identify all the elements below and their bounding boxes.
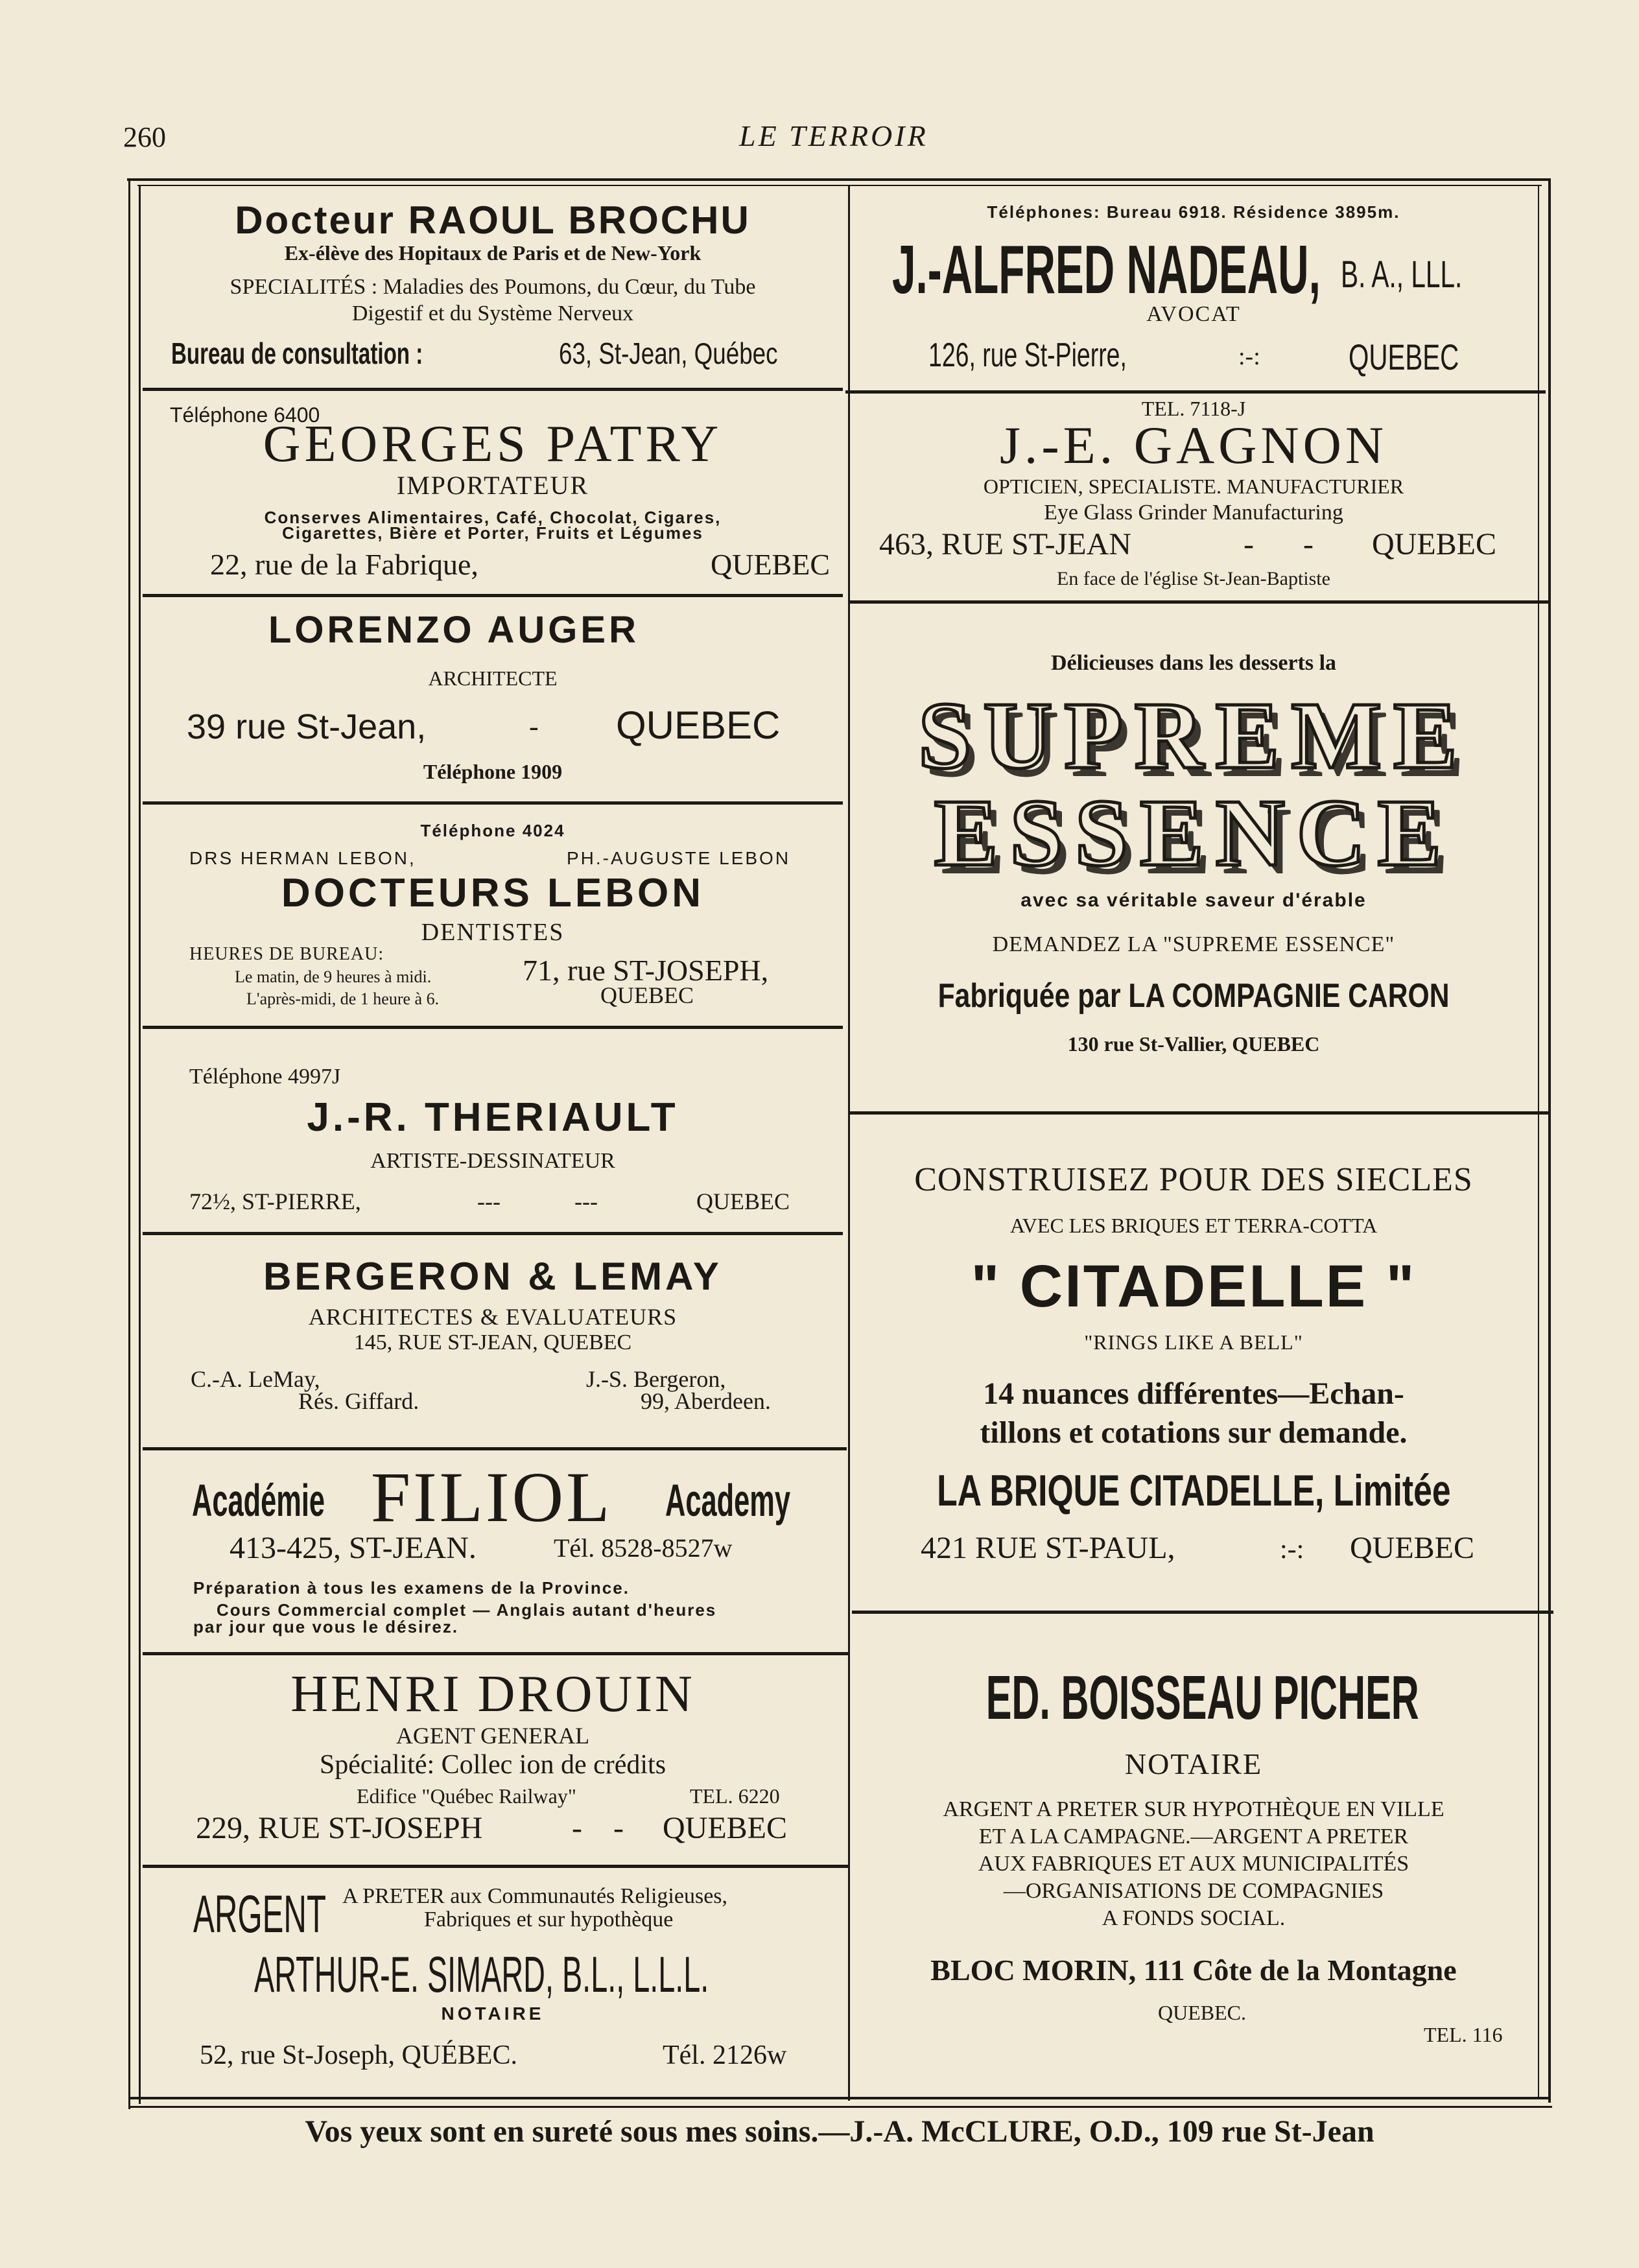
bergeron-address: 145, RUE ST-JEAN, QUEBEC <box>353 1330 632 1354</box>
supreme-word1: SUPREME <box>918 683 1469 789</box>
divider <box>143 1652 848 1655</box>
frame-left <box>128 178 130 2109</box>
drouin-name: HENRI DROUIN <box>290 1666 695 1723</box>
citadelle-line2: tillons et cotations sur demande. <box>980 1415 1408 1450</box>
boisseau-address: BLOC MORIN, 111 Côte de la Montagne <box>930 1954 1457 1987</box>
supreme-maker: Fabriquée par LA COMPAGNIE CARON <box>937 977 1450 1015</box>
bergeron-p2-name: J.-S. Bergeron, <box>586 1366 726 1392</box>
divider <box>143 1865 848 1868</box>
filiol-name: FILIOL <box>371 1458 613 1537</box>
boisseau-line5: A FONDS SOCIAL. <box>1102 1906 1286 1930</box>
theriault-dash2: --- <box>574 1188 598 1214</box>
citadelle-name: " CITADELLE " <box>971 1253 1417 1319</box>
patry-city: QUEBEC <box>711 548 830 581</box>
patry-role: IMPORTATEUR <box>396 471 589 500</box>
boisseau-name: ED. BOISSEAU PICHER <box>985 1663 1419 1732</box>
divider <box>143 1026 843 1029</box>
frame-right <box>1548 178 1551 2103</box>
theriault-name: J.-R. THERIAULT <box>307 1095 679 1140</box>
column-divider <box>848 185 850 2101</box>
gagnon-dash2: - <box>1303 527 1314 561</box>
gagnon-note: En face de l'église St-Jean-Baptiste <box>1057 568 1330 589</box>
divider <box>143 801 843 805</box>
supreme-tagline: avec sa véritable saveur d'érable <box>1020 890 1367 911</box>
filiol-address: 413-425, ST-JEAN. <box>230 1531 477 1565</box>
citadelle-company: LA BRIQUE CITADELLE, Limitée <box>936 1466 1451 1515</box>
lebon-hours1: Le matin, de 9 heures à midi. <box>235 967 432 986</box>
gagnon-line: Eye Glass Grinder Manufacturing <box>1044 501 1343 525</box>
citadelle-sub: AVEC LES BRIQUES ET TERRA-COTTA <box>1009 1214 1378 1237</box>
filiol-line2: Cours Commercial complet — Anglais autant d'heures <box>217 1600 717 1620</box>
theriault-address: 72½, ST-PIERRE, <box>189 1188 361 1214</box>
frame-left-inner <box>139 185 141 2104</box>
nadeau-sep: :-: <box>1238 343 1260 370</box>
supreme-ask: DEMANDEZ LA "SUPREME ESSENCE" <box>992 932 1395 956</box>
footer-line: Vos yeux sont en sureté sous mes soins.—J.-A. McCLURE, O.D., 109 rue St-Jean <box>305 2114 1374 2149</box>
bergeron-p1-res: Rés. Giffard. <box>298 1388 419 1414</box>
gagnon-city: QUEBEC <box>1372 527 1496 561</box>
bergeron-p1-name: C.-A. LeMay, <box>191 1366 320 1392</box>
boisseau-role: NOTAIRE <box>1124 1747 1263 1780</box>
citadelle-city: QUEBEC <box>1350 1531 1474 1565</box>
divider <box>143 1232 843 1235</box>
gagnon-role: OPTICIEN, SPECIALISTE. MANUFACTURIER <box>983 475 1404 498</box>
lebon-doctor2: PH.-AUGUSTE LEBON <box>567 848 791 868</box>
nadeau-role: AVOCAT <box>1146 302 1241 326</box>
divider <box>852 1611 1553 1614</box>
divider <box>849 600 1548 604</box>
patry-goods2: Cigarettes, Bière et Porter, Fruits et Légumes <box>282 523 703 543</box>
lebon-hours-label: HEURES DE BUREAU: <box>189 944 384 964</box>
drouin-address: 229, RUE ST-JOSEPH <box>196 1811 483 1845</box>
simard-name: ARTHUR-E. SIMARD, B.L., L.L.L. <box>254 1946 709 2003</box>
drouin-dash2: - <box>613 1811 624 1845</box>
theriault-city: QUEBEC <box>696 1188 790 1214</box>
brochu-name: Docteur RAOUL BROCHU <box>235 198 751 242</box>
bergeron-p2-res: 99, Aberdeen. <box>641 1388 771 1414</box>
nadeau-degrees: B. A., LLL. <box>1341 254 1463 296</box>
supreme-intro: Délicieuses dans les desserts la <box>1050 651 1337 675</box>
drouin-city: QUEBEC <box>663 1811 787 1845</box>
supreme-address: 130 rue St-Vallier, QUEBEC <box>1067 1032 1320 1056</box>
drouin-specialty: Spécialité: Collec ion de crédits <box>319 1750 666 1780</box>
nadeau-phones: Téléphones: Bureau 6918. Résidence 3895m. <box>987 202 1400 222</box>
divider <box>143 388 843 391</box>
filiol-phone: Tél. 8528-8527w <box>554 1533 733 1563</box>
nadeau-name: J.-ALFRED NADEAU, <box>892 231 1321 308</box>
auger-role: ARCHITECTE <box>428 667 558 690</box>
citadelle-line1: 14 nuances différentes—Echan- <box>983 1376 1404 1411</box>
divider <box>143 1447 847 1450</box>
frame-bottom <box>128 2097 1551 2099</box>
running-title: LE TERROIR <box>739 119 928 152</box>
frame-top-inner <box>137 185 1542 186</box>
filiol-word2: Academy <box>665 1475 790 1526</box>
patry-address: 22, rue de la Fabrique, <box>210 548 478 581</box>
theriault-dash1: --- <box>477 1188 501 1214</box>
bergeron-role: ARCHITECTES & EVALUATEURS <box>308 1304 678 1330</box>
filiol-line1: Préparation à tous les examens de la Province. <box>193 1578 630 1598</box>
lebon-phone: Téléphone 4024 <box>420 821 565 840</box>
lebon-hours2: L'après-midi, de 1 heure à 6. <box>246 989 440 1008</box>
lebon-city: QUEBEC <box>600 982 694 1008</box>
patry-goods1: Conserves Alimentaires, Café, Chocolat, Cigares, <box>264 508 722 527</box>
citadelle-address: 421 RUE ST-PAUL, <box>921 1531 1175 1565</box>
page-number: 260 <box>123 121 166 153</box>
theriault-role: ARTISTE-DESSINATEUR <box>370 1149 615 1173</box>
drouin-phone: TEL. 6220 <box>690 1784 780 1808</box>
simard-offer2: Fabriques et sur hypothèque <box>424 1908 674 1931</box>
gagnon-dash1: - <box>1244 527 1254 561</box>
brochu-office-address: 63, St-Jean, Québec <box>559 337 778 370</box>
auger-dash: - <box>529 711 539 742</box>
auger-city: QUEBEC <box>616 703 781 747</box>
frame-top <box>127 178 1551 181</box>
auger-name: LORENZO AUGER <box>268 609 639 651</box>
drouin-dash1: - <box>572 1811 582 1845</box>
boisseau-city: QUEBEC. <box>1158 2001 1246 2024</box>
simard-address: 52, rue St-Joseph, QUÉBEC. <box>200 2040 517 2070</box>
lebon-address: 71, rue ST-JOSEPH, <box>523 954 769 987</box>
divider <box>845 390 1546 394</box>
frame-bottom-outer <box>128 2106 1552 2108</box>
divider <box>143 594 843 597</box>
filiol-line3: par jour que vous le désirez. <box>193 1617 459 1636</box>
gagnon-name: J.-E. GAGNON <box>999 416 1388 475</box>
drouin-building: Edifice "Québec Railway" <box>357 1784 576 1808</box>
citadelle-sep: :-: <box>1280 1535 1304 1565</box>
frame-right-inner <box>1538 185 1539 2097</box>
boisseau-line2: ET A LA CAMPAGNE.—ARGENT A PRETER <box>978 1825 1409 1849</box>
citadelle-slogan: "RINGS LIKE A BELL" <box>1084 1330 1303 1354</box>
boisseau-line1: ARGENT A PRETER SUR HYPOTHÈQUE EN VILLE <box>943 1797 1444 1821</box>
patry-name: GEORGES PATRY <box>263 416 723 473</box>
drouin-role: AGENT GENERAL <box>395 1723 590 1749</box>
filiol-word1: Académie <box>192 1475 325 1526</box>
brochu-line2: SPECIALITÉS : Maladies des Poumons, du Cœur, du Tube <box>230 275 756 299</box>
brochu-office-label: Bureau de consultation : <box>171 337 423 370</box>
brochu-line3: Digestif et du Système Nerveux <box>351 301 634 325</box>
gagnon-address: 463, RUE ST-JEAN <box>879 527 1131 561</box>
simard-role: NOTAIRE <box>441 2003 545 2024</box>
nadeau-address: 126, rue St-Pierre, <box>928 337 1127 374</box>
patry-phone: Téléphone 6400 <box>170 403 320 427</box>
simard-argent: ARGENT <box>193 1885 327 1944</box>
boisseau-phone: TEL. 116 <box>1424 2023 1503 2046</box>
lebon-doctor1: DRS HERMAN LEBON, <box>189 848 416 868</box>
simard-phone: Tél. 2126w <box>663 2040 787 2070</box>
lebon-name: DOCTEURS LEBON <box>281 871 705 915</box>
brochu-line1: Ex-élève des Hopitaux de Paris et de New-York <box>284 241 702 265</box>
auger-phone: Téléphone 1909 <box>423 760 563 783</box>
bergeron-name: BERGERON & LEMAY <box>263 1255 722 1298</box>
theriault-phone: Téléphone 4997J <box>189 1065 341 1089</box>
simard-offer1: A PRETER aux Communautés Religieuses, <box>342 1884 728 1908</box>
divider <box>849 1111 1548 1115</box>
boisseau-line4: —ORGANISATIONS DE COMPAGNIES <box>1003 1879 1384 1903</box>
gagnon-phone: TEL. 7118-J <box>1141 397 1246 420</box>
auger-address: 39 rue St-Jean, <box>187 707 427 746</box>
supreme-word2: ESSENCE <box>934 780 1454 886</box>
citadelle-headline: CONSTRUISEZ POUR DES SIECLES <box>914 1161 1473 1198</box>
nadeau-city: QUEBEC <box>1349 337 1459 377</box>
boisseau-line3: AUX FABRIQUES ET AUX MUNICIPALITÉS <box>978 1852 1409 1876</box>
lebon-role: DENTISTES <box>421 919 565 946</box>
